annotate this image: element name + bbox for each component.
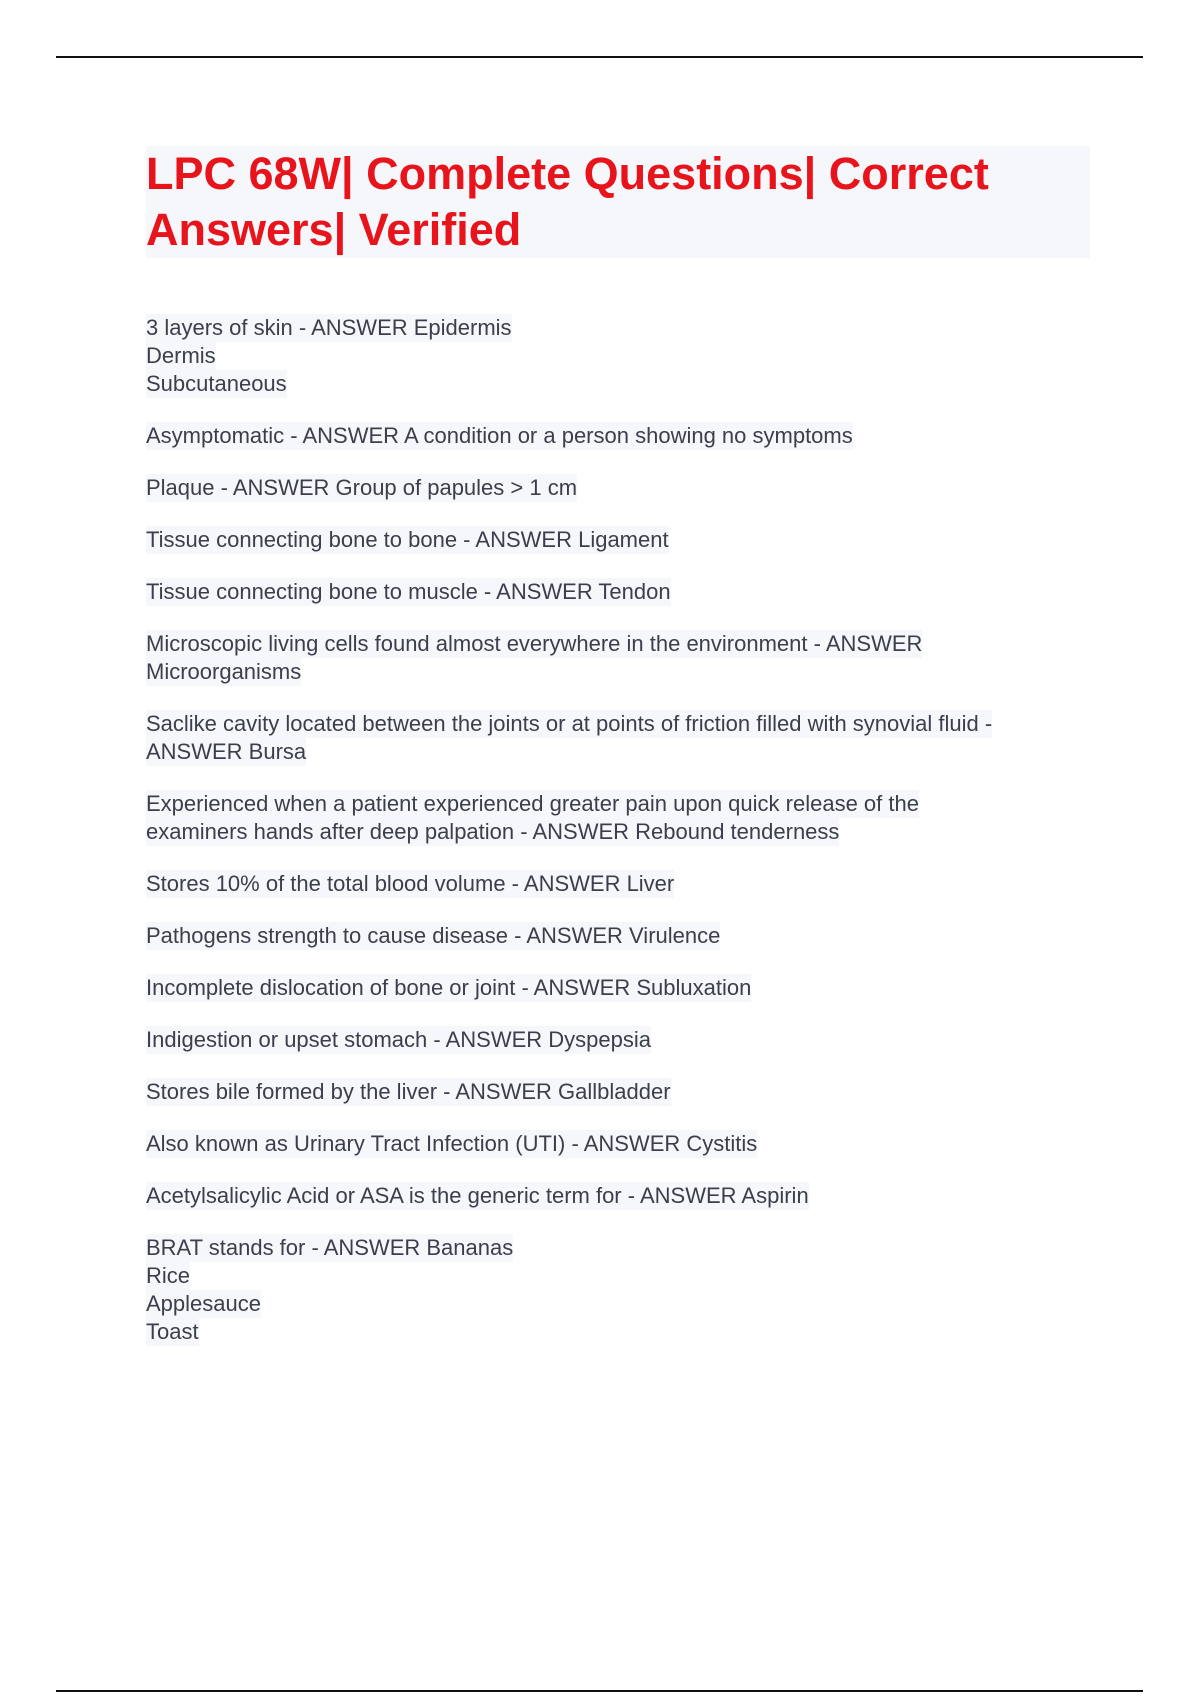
qa-item-tendon (146, 578, 1090, 606)
qa-line: Toast (146, 1319, 199, 1344)
qa-line: Saclike cavity located between the joints or at points of friction filled with synovial fluid - (146, 711, 993, 736)
qa-item-subluxation (146, 974, 1090, 1002)
qa-list (146, 314, 1090, 1346)
qa-item-skin-layers (146, 314, 1090, 398)
qa-line: Microorganisms (146, 659, 302, 684)
qa-line: Experienced when a patient experienced greater pain upon quick release of the (146, 791, 919, 816)
qa-item-asymptomatic (146, 422, 1090, 450)
qa-line: Subcutaneous (146, 371, 287, 396)
qa-line: Tissue connecting bone to bone - ANSWER Ligament (146, 527, 669, 552)
qa-item-ligament (146, 526, 1090, 554)
qa-item-dyspepsia (146, 1026, 1090, 1054)
qa-line: Incomplete dislocation of bone or joint - ANSWER Subluxation (146, 975, 752, 1000)
qa-item-gallbladder (146, 1078, 1090, 1106)
qa-line: Asymptomatic - ANSWER A condition or a person showing no symptoms (146, 423, 853, 448)
qa-line: Applesauce (146, 1291, 261, 1316)
qa-line: BRAT stands for - ANSWER Bananas (146, 1235, 514, 1260)
qa-item-aspirin (146, 1182, 1090, 1210)
qa-item-cystitis (146, 1130, 1090, 1158)
top-rule (56, 56, 1143, 58)
qa-line: Dermis (146, 343, 216, 368)
document-title: LPC 68W| Complete Questions| Correct Answers| Verified (146, 148, 989, 255)
bottom-rule (56, 1690, 1143, 1692)
qa-line: Pathogens strength to cause disease - ANSWER Virulence (146, 923, 721, 948)
qa-line: ANSWER Bursa (146, 739, 307, 764)
qa-line: Stores bile formed by the liver - ANSWER Gallbladder (146, 1079, 671, 1104)
qa-line: Plaque - ANSWER Group of papules > 1 cm (146, 475, 578, 500)
document-body (146, 146, 1090, 1370)
qa-line: Tissue connecting bone to muscle - ANSWER Tendon (146, 579, 671, 604)
qa-item-liver (146, 870, 1090, 898)
qa-line: Also known as Urinary Tract Infection (UTI) - ANSWER Cystitis (146, 1131, 758, 1156)
qa-item-microorganisms (146, 630, 1090, 686)
qa-line: Microscopic living cells found almost everywhere in the environment - ANSWER (146, 631, 923, 656)
qa-line: 3 layers of skin - ANSWER Epidermis (146, 315, 512, 340)
qa-line: Acetylsalicylic Acid or ASA is the generic term for - ANSWER Aspirin (146, 1183, 809, 1208)
qa-line: Stores 10% of the total blood volume - ANSWER Liver (146, 871, 675, 896)
qa-item-rebound-tenderness (146, 790, 1090, 846)
qa-line: Rice (146, 1263, 191, 1288)
qa-item-bursa (146, 710, 1090, 766)
qa-line: Indigestion or upset stomach - ANSWER Dyspepsia (146, 1027, 652, 1052)
qa-item-virulence (146, 922, 1090, 950)
qa-item-plaque (146, 474, 1090, 502)
qa-item-brat (146, 1234, 1090, 1346)
title-block (146, 146, 1090, 258)
qa-line: examiners hands after deep palpation - ANSWER Rebound tenderness (146, 819, 840, 844)
